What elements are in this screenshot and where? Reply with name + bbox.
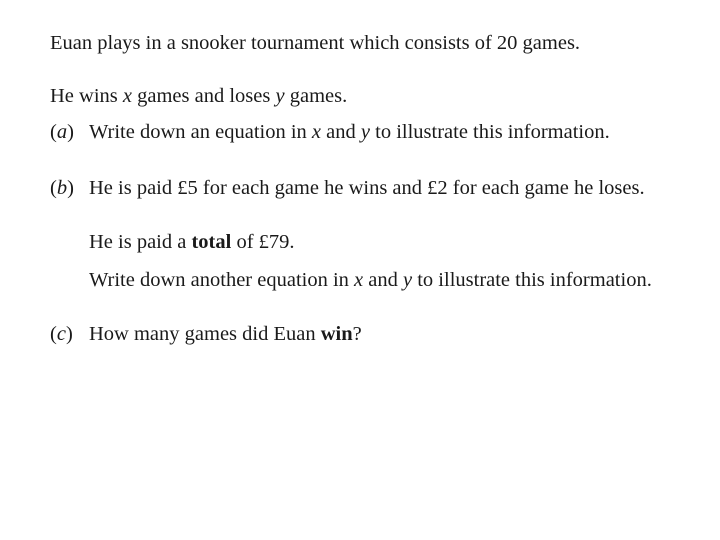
part-b-line-3c: to illustrate this information. bbox=[412, 269, 652, 291]
bold-word-win: win bbox=[320, 323, 353, 345]
intro-line-1 bbox=[50, 31, 580, 55]
paren-open: ( bbox=[50, 323, 57, 345]
part-a-text-b: and bbox=[321, 121, 361, 143]
intro-text-1: Euan plays in a snooker tournament which consists of 20 games. bbox=[50, 32, 581, 54]
paren-close: ) bbox=[65, 323, 73, 345]
part-b-line-2b: of £79. bbox=[231, 231, 295, 253]
variable-x: x bbox=[122, 85, 132, 107]
part-c-text bbox=[89, 322, 362, 346]
part-b-text-1 bbox=[89, 176, 645, 200]
part-a-text bbox=[89, 120, 610, 144]
part-b-text-3 bbox=[89, 268, 652, 292]
intro-text-2c: games. bbox=[284, 85, 348, 107]
paren-open: ( bbox=[50, 177, 57, 199]
intro-line-2 bbox=[50, 84, 347, 108]
part-b-label bbox=[50, 176, 74, 200]
part-c-text-a: How many games did Euan bbox=[89, 323, 321, 345]
part-letter: b bbox=[56, 177, 68, 199]
variable-y: y bbox=[275, 85, 285, 107]
paren-close: ) bbox=[67, 177, 74, 199]
variable-y: y bbox=[403, 269, 413, 291]
part-b-text-2 bbox=[89, 230, 295, 254]
part-a-text-a: Write down an equation in bbox=[89, 121, 312, 143]
part-b-line-1: He is paid £5 for each game he wins and £2 for each game he loses. bbox=[89, 177, 645, 199]
part-letter: c bbox=[56, 323, 66, 345]
paren-close: ) bbox=[67, 121, 74, 143]
intro-text-2a: He wins bbox=[50, 85, 123, 107]
variable-y: y bbox=[360, 121, 370, 143]
variable-x: x bbox=[354, 269, 364, 291]
variable-x: x bbox=[311, 121, 322, 143]
part-c-text-b: ? bbox=[352, 323, 362, 345]
part-a-text-c: to illustrate this information. bbox=[370, 121, 610, 143]
part-b-line-2a: He is paid a bbox=[89, 231, 192, 253]
part-letter: a bbox=[56, 121, 68, 143]
part-c-label bbox=[50, 322, 73, 346]
intro-text-2b: games and loses bbox=[132, 85, 276, 107]
part-b-line-3a: Write down another equation in bbox=[89, 269, 355, 291]
paren-open: ( bbox=[50, 121, 57, 143]
part-b-line-3b: and bbox=[363, 269, 403, 291]
part-a-label bbox=[50, 120, 74, 144]
bold-word-total: total bbox=[191, 231, 232, 253]
